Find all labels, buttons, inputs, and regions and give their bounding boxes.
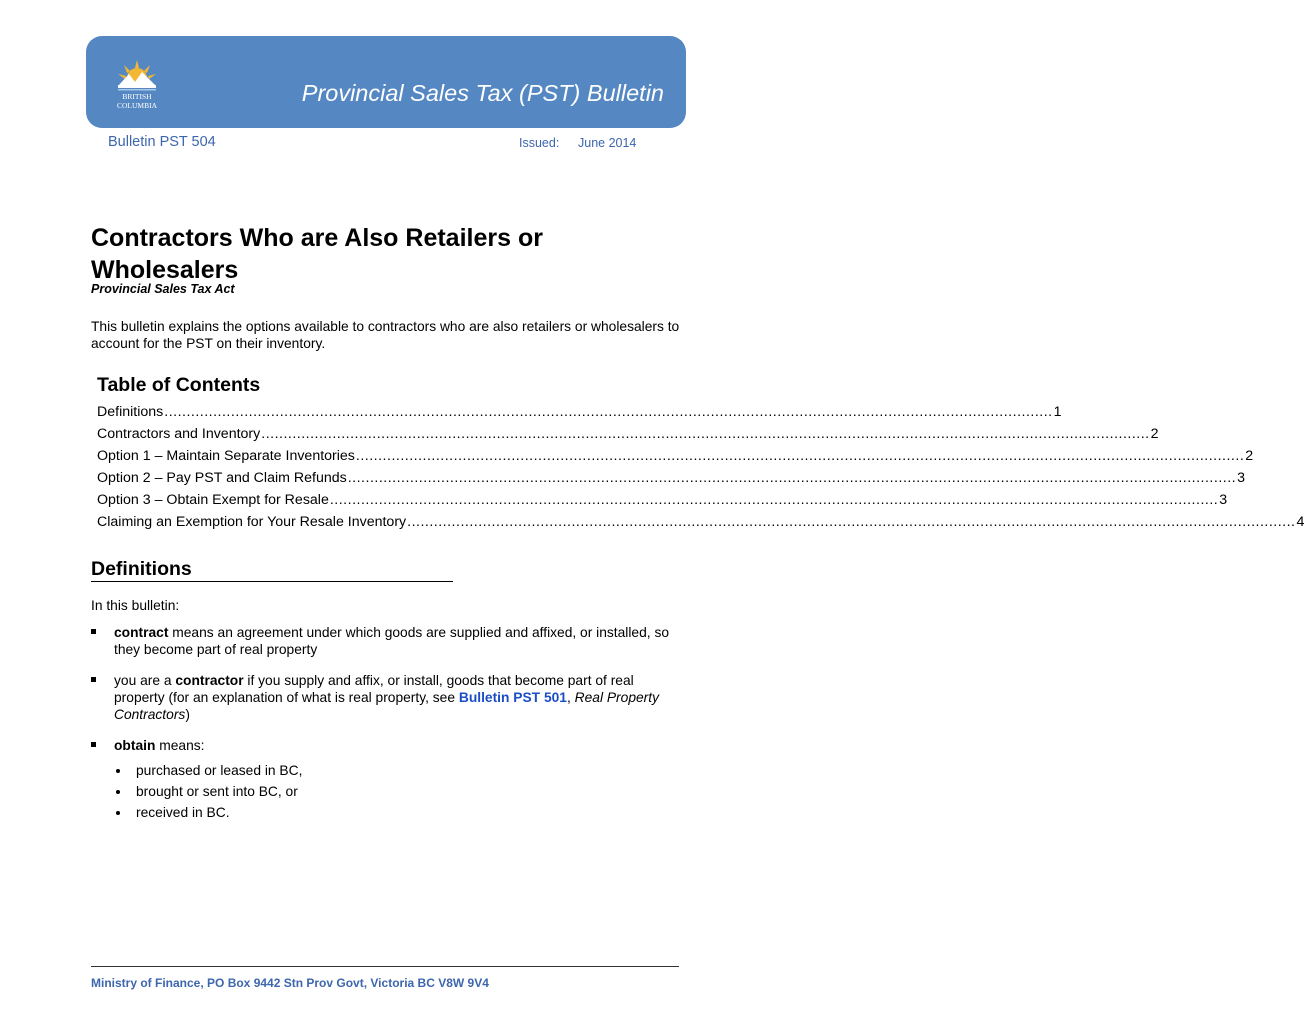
- toc-entry-page: 1: [1053, 404, 1062, 420]
- obtain-item: purchased or leased in BC,: [136, 763, 303, 778]
- bulletin-number: Bulletin PST 504: [108, 134, 216, 150]
- definitions-intro: In this bulletin:: [91, 598, 180, 613]
- heading-underline: [91, 581, 453, 582]
- obtain-item: received in BC.: [136, 805, 230, 820]
- toc-leader-dots: ........................................................................................................................................................................................................: [355, 448, 1245, 464]
- toc-entry-option-3[interactable]: [97, 492, 1228, 514]
- logo-text-line1: BRITISH: [122, 92, 152, 101]
- page-title: Contractors Who are Also Retailers or Wholesalers: [91, 224, 543, 284]
- bullet-square: [91, 677, 96, 682]
- toc-entry-page: 4: [1296, 514, 1304, 530]
- bc-logo: [102, 52, 172, 114]
- toc-entry-title: Option 3 – Obtain Exempt for Resale: [97, 492, 329, 508]
- bullet-square: [91, 742, 96, 747]
- toc-entry-title: Option 1 – Maintain Separate Inventories: [97, 448, 355, 464]
- toc-entry-page: 2: [1245, 448, 1254, 464]
- bullet-square: [91, 629, 96, 634]
- toc-entry-title: Claiming an Exemption for Your Resale Inventory: [97, 514, 407, 530]
- footer-rule: [91, 966, 679, 967]
- definition-contractor: [114, 672, 674, 723]
- toc-entry-title: Option 2 – Pay PST and Claim Refunds: [97, 470, 347, 486]
- toc-entry-option-1[interactable]: [97, 448, 1254, 470]
- definitions-heading: Definitions: [91, 558, 192, 580]
- intro-paragraph: This bulletin explains the options available to contractors who are also retailers or wholesalers to account for the PST on their inventory.: [91, 319, 680, 351]
- term-contractor: contractor: [175, 673, 244, 688]
- definition-text: if you supply and affix, or install, goods that become part of real property (for an explanation of what is real property, see: [114, 673, 634, 705]
- reference-title: Real Property Contractors: [114, 690, 659, 722]
- toc-entry-title: Definitions: [97, 404, 164, 420]
- toc-entry-definitions[interactable]: [97, 404, 1062, 426]
- bullet-dot: [116, 769, 120, 773]
- definition-text: means an agreement under which goods are supplied and affixed, or installed, so they become part of real property: [114, 625, 670, 657]
- definition-text: you are a: [114, 673, 176, 688]
- toc-leader-dots: ........................................................................................................................................................................................................: [329, 492, 1219, 508]
- act-name: Provincial Sales Tax Act: [91, 282, 235, 296]
- toc-entry-title: Contractors and Inventory: [97, 426, 261, 442]
- toc-entry-contractors-inventory[interactable]: [97, 426, 1159, 448]
- table-of-contents: [97, 404, 1304, 536]
- banner-title: Provincial Sales Tax (PST) Bulletin: [301, 80, 664, 106]
- obtain-item: brought or sent into BC, or: [136, 784, 298, 799]
- term-contract: contract: [114, 625, 169, 640]
- issued-date: June 2014: [578, 136, 637, 150]
- definition-contract: [114, 624, 684, 658]
- toc-leader-dots: ........................................................................................................................................................................................................: [261, 426, 1150, 442]
- toc-entry-page: 3: [1237, 470, 1245, 486]
- toc-leader-dots: ........................................................................................................................................................................................................: [407, 514, 1296, 530]
- definition-text: means:: [155, 738, 205, 753]
- logo-text-line2: COLUMBIA: [116, 101, 158, 110]
- toc-entry-claiming-exemption[interactable]: [97, 514, 1304, 536]
- bullet-dot: [116, 811, 120, 815]
- toc-leader-dots: ........................................................................................................................................................................................................: [347, 470, 1237, 486]
- toc-entry-option-2[interactable]: [97, 470, 1245, 492]
- toc-leader-dots: ........................................................................................................................................................................................................: [164, 404, 1053, 420]
- footer-address: Ministry of Finance, PO Box 9442 Stn Prov Govt, Victoria BC V8W 9V4: [91, 976, 489, 990]
- term-obtain: obtain: [114, 738, 156, 753]
- definition-text: ,: [566, 690, 575, 705]
- issued-label: Issued:: [519, 136, 560, 150]
- header-banner: [86, 36, 686, 128]
- bulletin-pst-501-link[interactable]: Bulletin PST 501: [458, 690, 567, 705]
- bullet-dot: [116, 790, 120, 794]
- toc-heading: Table of Contents: [97, 374, 261, 396]
- toc-entry-page: 2: [1150, 426, 1159, 442]
- definition-obtain: [114, 737, 674, 754]
- toc-entry-page: 3: [1219, 492, 1228, 508]
- definition-text: ): [185, 707, 190, 722]
